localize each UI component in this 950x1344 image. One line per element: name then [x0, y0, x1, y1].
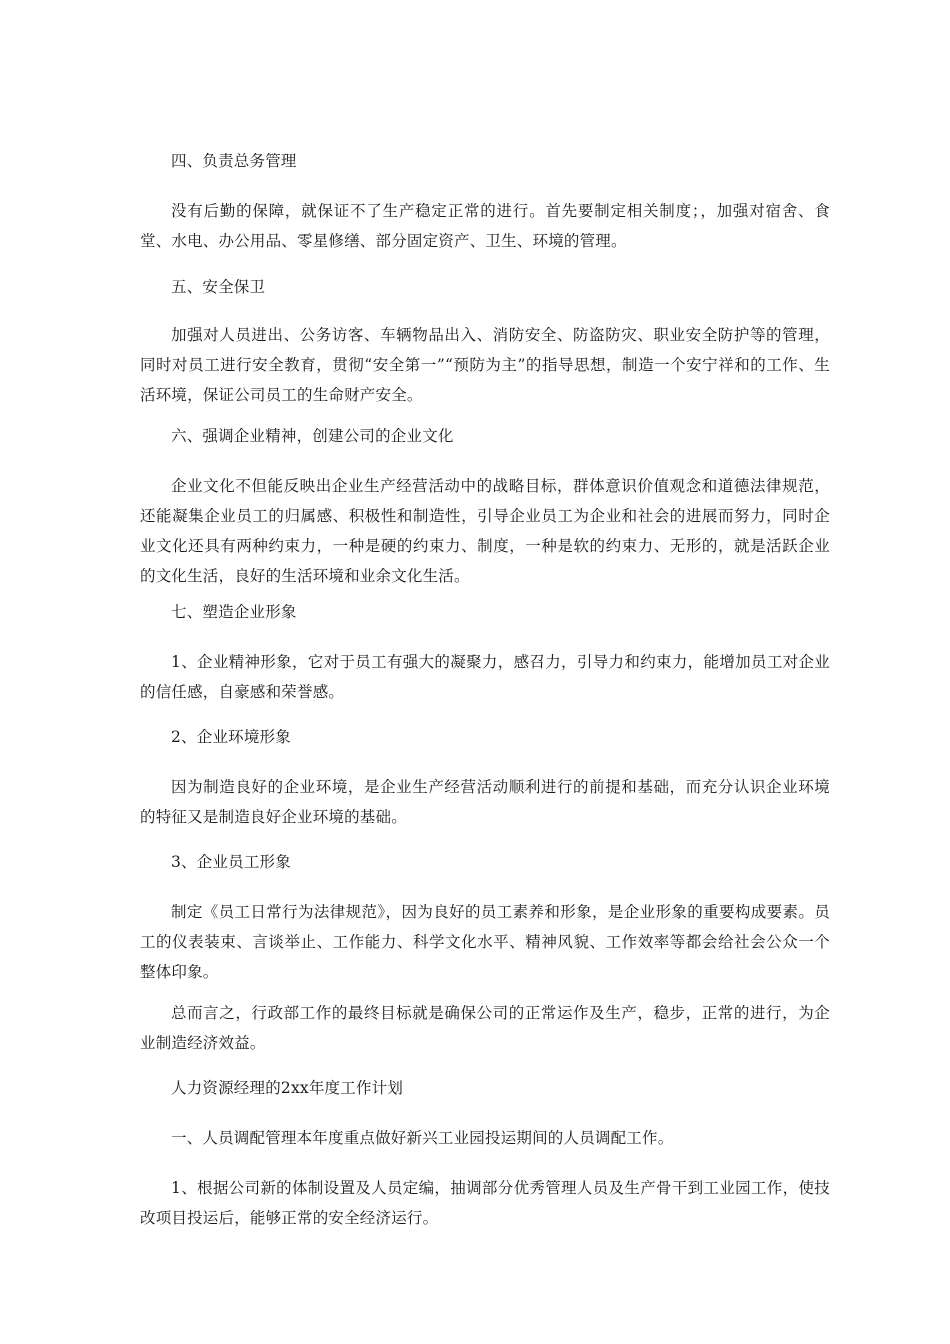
paragraph-staff-deployment: 一、人员调配管理本年度重点做好新兴工业园投运期间的人员调配工作。 [171, 1129, 674, 1147]
subheading-employee-image: 3、企业员工形象 [171, 853, 291, 871]
section-heading-corporate-culture: 六、强调企业精神，创建公司的企业文化 [171, 427, 454, 445]
paragraph-security: 加强对人员进出、公务访客、车辆物品出入、消防安全、防盗防灾、职业安全防护等的管理，同时对员工进行安全教育，贯彻“安全第一”“预防为主”的指导思想，制造一个安宁祥和的工作、生活环境，保证公司员工的生命财产安全。 [140, 326, 830, 404]
paragraph-conclusion: 总而言之，行政部工作的最终目标就是确保公司的正常运作及生产，稳步，正常的进行，为企业制造经济效益。 [140, 1004, 830, 1052]
section-heading-hr-plan: 人力资源经理的2xx年度工作计划 [171, 1079, 404, 1097]
paragraph-environment-image: 因为制造良好的企业环境，是企业生产经营活动顺利进行的前提和基础，而充分认识企业环境的特征又是制造良好企业环境的基础。 [140, 778, 830, 826]
paragraph-general-affairs: 没有后勤的保障，就保证不了生产稳定正常的进行。首先要制定相关制度；，加强对宿舍、食堂、水电、办公用品、零星修缮、部分固定资产、卫生、环境的管理。 [140, 202, 830, 250]
paragraph-staff-deployment-item-1: 1、根据公司新的体制设置及人员定编，抽调部分优秀管理人员及生产骨干到工业园工作，使技改项目投运后，能够正常的安全经济运行。 [140, 1179, 830, 1227]
section-heading-security: 五、安全保卫 [171, 278, 266, 296]
subheading-environment-image: 2、企业环境形象 [171, 728, 291, 746]
paragraph-employee-image: 制定《员工日常行为法律规范》，因为良好的员工素养和形象，是企业形象的重要构成要素。员工的仪表装束、言谈举止、工作能力、科学文化水平、精神风貌、工作效率等都会给社会公众一个整体印象。 [140, 903, 830, 981]
paragraph-corporate-culture: 企业文化不但能反映出企业生产经营活动中的战略目标，群体意识价值观念和道德法律规范，还能凝集企业员工的归属感、积极性和制造性，引导企业员工为企业和社会的进展而努力，同时企业文化还具有两种约束力，一种是硬的约束力、制度，一种是软的约束力、无形的，就是活跃企业的文化生活，良好的生活环境和业余文化生活。 [140, 477, 830, 585]
section-heading-corporate-image: 七、塑造企业形象 [171, 603, 297, 621]
section-heading-general-affairs: 四、负责总务管理 [171, 152, 297, 170]
paragraph-spirit-image: 1、企业精神形象，它对于员工有强大的凝聚力，感召力，引导力和约束力，能增加员工对企业的信任感，自豪感和荣誉感。 [140, 653, 830, 701]
